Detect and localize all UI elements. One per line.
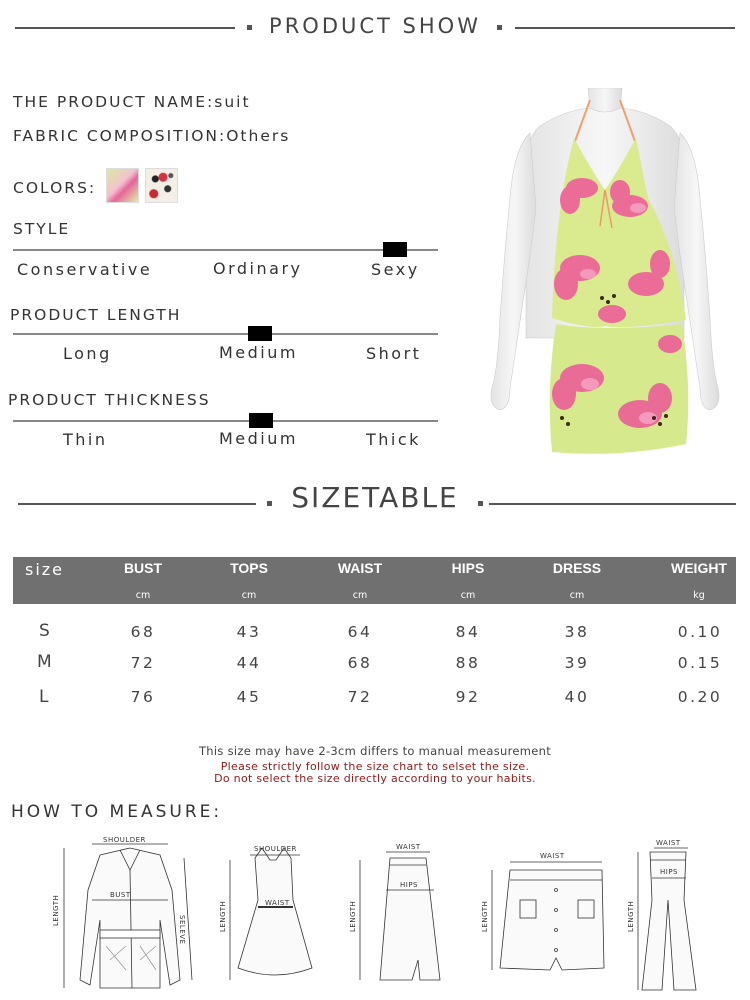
product-name: THE PRODUCT NAME:suit xyxy=(13,93,251,111)
header-square-right xyxy=(497,25,502,30)
col-header-bust: BUST xyxy=(123,560,163,576)
unit-bust: cm xyxy=(135,590,151,601)
label-shoulder-jacket: SHOULDER xyxy=(103,836,146,844)
col-header-dress: DRESS xyxy=(552,560,602,576)
col-header-size: size xyxy=(25,560,65,579)
note-measurement: This size may have 2-3cm differs to manual measurement xyxy=(198,744,552,758)
sizetable-square-right xyxy=(478,501,483,506)
unit-dress: cm xyxy=(569,590,585,601)
cell-hips: 92 xyxy=(455,688,481,706)
fabric-composition: FABRIC COMPOSITION:Others xyxy=(13,127,291,145)
cell-waist: 64 xyxy=(347,623,373,641)
cell-tops: 43 xyxy=(236,623,262,641)
label-hips-skirt: HIPS xyxy=(400,881,418,889)
label-length-shorts: LENGTH xyxy=(481,900,489,932)
cell-dress: 38 xyxy=(564,623,590,641)
label-bust: BUST xyxy=(110,891,131,899)
thickness-option-medium: Medium xyxy=(219,429,298,448)
length-option-short: Short xyxy=(366,344,422,363)
label-hips-pants: HIPS xyxy=(660,868,678,876)
cell-waist: 72 xyxy=(347,688,373,706)
thickness-scale-line xyxy=(13,420,438,422)
col-header-waist: WAIST xyxy=(337,560,383,576)
shorts-diagram xyxy=(492,862,604,970)
label-length-skirt: LENGTH xyxy=(349,900,357,932)
unit-hips: cm xyxy=(460,590,476,601)
style-option-conservative: Conservative xyxy=(17,260,153,279)
cell-weight: 0.20 xyxy=(677,688,723,706)
style-option-sexy: Sexy xyxy=(371,260,420,279)
color-swatch-floral[interactable] xyxy=(106,168,139,203)
cell-dress: 39 xyxy=(564,654,590,672)
cell-dress: 40 xyxy=(564,688,590,706)
jacket-diagram xyxy=(64,844,192,988)
page-title: PRODUCT SHOW xyxy=(269,14,481,38)
color-swatch-leopard[interactable] xyxy=(145,168,178,203)
label-waist-shorts: WAIST xyxy=(540,852,565,860)
length-scale-line xyxy=(13,333,438,335)
style-marker xyxy=(383,242,407,257)
col-header-tops: TOPS xyxy=(230,560,268,576)
length-marker xyxy=(248,326,272,341)
cell-hips: 84 xyxy=(455,623,481,641)
label-waist-dress: WAIST xyxy=(265,899,290,907)
header-rule-right xyxy=(515,27,735,29)
thickness-option-thin: Thin xyxy=(63,430,108,449)
unit-tops: cm xyxy=(241,590,257,601)
dress-diagram xyxy=(230,848,312,980)
thickness-option-thick: Thick xyxy=(366,430,421,449)
col-header-weight: WEIGHT xyxy=(671,560,727,576)
length-option-medium: Medium xyxy=(219,343,298,362)
cell-bust: 72 xyxy=(130,654,156,672)
style-title: STYLE xyxy=(13,220,71,238)
label-waist-skirt: WAIST xyxy=(396,843,421,851)
label-length-dress: LENGTH xyxy=(219,900,227,932)
cell-tops: 45 xyxy=(236,688,262,706)
cell-tops: 44 xyxy=(236,654,262,672)
label-waist-pants: WAIST xyxy=(656,839,681,847)
thickness-marker xyxy=(249,413,273,428)
cell-bust: 76 xyxy=(130,688,156,706)
unit-waist: cm xyxy=(352,590,368,601)
row-size: M xyxy=(37,652,52,672)
product-photo xyxy=(470,88,740,468)
row-size: L xyxy=(39,687,49,707)
how-to-measure-title: HOW TO MEASURE: xyxy=(11,802,223,822)
label-seleve: SELEVE xyxy=(178,915,186,945)
label-shoulder-dress: SHOULDER xyxy=(254,845,297,853)
style-scale-line xyxy=(13,249,438,251)
label-length-jacket: LENGTH xyxy=(52,894,60,926)
style-option-ordinary: Ordinary xyxy=(213,259,303,278)
colors-label: COLORS: xyxy=(13,179,97,197)
skirt-diagram xyxy=(360,852,440,980)
note-follow-chart: Please strictly follow the size chart to selset the size. xyxy=(220,760,530,773)
cell-bust: 68 xyxy=(130,623,156,641)
label-length-pants: LENGTH xyxy=(627,900,635,932)
unit-weight: kg xyxy=(693,590,705,601)
sizetable-title: SIZETABLE xyxy=(291,481,459,514)
cell-hips: 88 xyxy=(455,654,481,672)
length-title: PRODUCT LENGTH xyxy=(10,306,182,324)
measure-diagrams xyxy=(0,830,750,1000)
note-habits: Do not select the size directly according to your habits. xyxy=(214,772,536,785)
cell-weight: 0.10 xyxy=(677,623,723,641)
sizetable-rule-right xyxy=(489,503,736,505)
length-option-long: Long xyxy=(63,344,112,363)
cell-waist: 68 xyxy=(347,654,373,672)
col-header-hips: HIPS xyxy=(451,560,485,576)
cell-weight: 0.15 xyxy=(677,654,723,672)
thickness-title: PRODUCT THICKNESS xyxy=(8,391,211,409)
row-size: S xyxy=(39,621,50,641)
sizetable-header xyxy=(13,557,736,604)
